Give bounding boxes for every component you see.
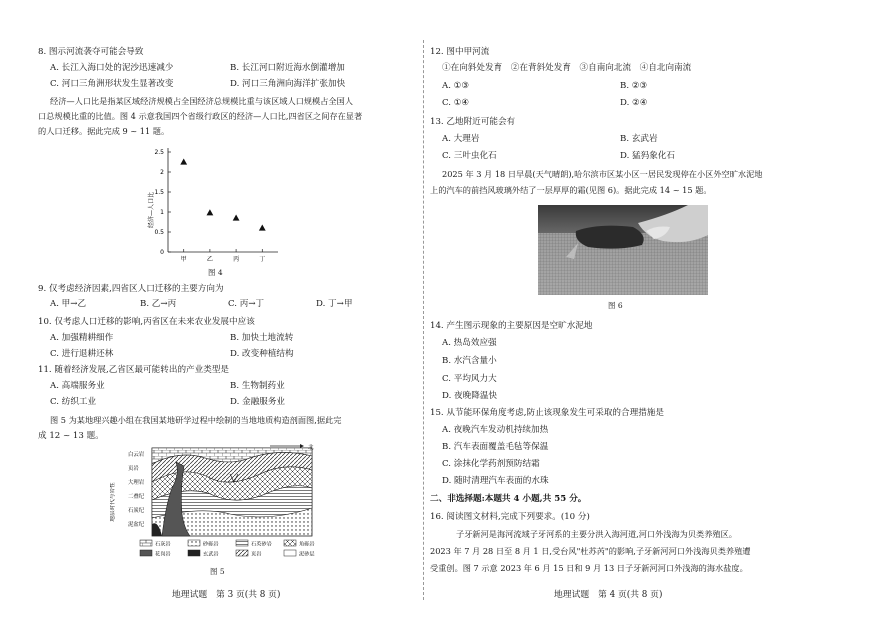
legend-label-5: 花岗岩	[155, 551, 171, 558]
q8-option-b: B. 长江河口附近海水倒灌增加	[230, 63, 345, 73]
q9-option-b: B. 乙→丙	[140, 299, 177, 309]
fig4-ytick-label: 1	[160, 209, 164, 216]
q16-line3: 受重创。图 7 示意 2023 年 6 月 15 日和 9 月 13 日子牙新河河口外浅海的海水盐度。	[430, 563, 748, 573]
intro-9-11-line1: 经济—人口比是指某区域经济规模占全国经济总规模比重与该区域人口规模占全国人	[50, 96, 353, 106]
q12-option-b: B. ②③	[620, 81, 648, 91]
footer-left: 地理试题 第 3 页(共 8 页)	[172, 590, 281, 600]
q10-option-d: D. 改变种植结构	[230, 349, 294, 359]
q11-stem: 11. 随着经济发展,乙省区最可能转出的产业类型是	[38, 365, 230, 375]
q15-option-a: A. 夜晚汽车发动机持续加热	[442, 425, 549, 435]
q12-stem: 12. 图中甲河流	[430, 47, 490, 57]
fig5-caption: 图 5	[210, 567, 225, 576]
intro-12-13-line1: 图 5 为某地理兴趣小组在我国某地研学过程中绘制的当地地质构造剖面图,据此完	[50, 415, 342, 425]
q16-line2: 2023 年 7 月 28 日至 8 月 1 日,受台风"杜苏芮"的影响,子牙新河河口外浅海贝类养殖遭	[430, 546, 751, 556]
fig5-north-label: 北	[308, 445, 314, 451]
fig4-ytick-label: 0	[160, 249, 164, 256]
fig4-xtick-label-1: 甲	[180, 256, 187, 263]
q9-option-d: D. 丁→甲	[316, 299, 353, 309]
q10-option-c: C. 进行退耕还林	[50, 349, 114, 359]
frost-photo-illustration	[538, 205, 708, 295]
fig5-side-label-6: 泥盆纪	[128, 522, 145, 528]
fig4-ytick-label: 2.5	[154, 149, 164, 156]
fig5-side-label-2: 页岩	[128, 466, 139, 472]
fig5-side-label-5: 石炭纪	[128, 508, 145, 514]
intro-9-11-line2: 口总规模比重的比值。图 4 示意我国四个省级行政区的经济—人口比,四省区之间存在显著	[38, 111, 363, 121]
fig4-ylabel: 经济—人口比	[148, 191, 155, 229]
q10-stem: 10. 仅考虑人口迁移的影响,丙省区在未来农业发展中应该	[38, 317, 255, 327]
intro-14-15-line2: 上的汽车的前挡风玻璃外结了一层厚厚的霜(见图 6)。据此完成 14 ~ 15 题。	[430, 185, 712, 195]
legend-label-1: 石灰岩	[155, 541, 171, 548]
section-2-heading: 二、非选择题:本题共 4 小题,共 55 分。	[430, 494, 587, 504]
q10-option-a: A. 加强精耕细作	[50, 333, 114, 343]
q16-line1: 子牙新河是海河流域子牙河系的主要分洪入海河道,河口外浅海为贝类养殖区。	[456, 529, 737, 539]
q15-option-b: B. 汽车表面覆盖毛毡等保温	[442, 442, 549, 452]
q11-option-a: A. 高端服务业	[50, 381, 105, 391]
q8-option-a: A. 长江入海口处的泥沙迅速减少	[50, 63, 174, 73]
intro-12-13-line2: 成 12 ~ 13 题。	[38, 431, 104, 441]
q14-option-b: B. 水汽含量小	[442, 356, 497, 366]
intro-9-11-line3: 的人口迁移。据此完成 9 ~ 11 题。	[38, 126, 170, 136]
figure-4-chart	[130, 140, 290, 265]
q13-stem: 13. 乙地附近可能会有	[430, 117, 516, 127]
fig4-xtick-label-2: 乙	[206, 256, 213, 263]
fig5-strata	[152, 448, 312, 536]
right-page	[424, 0, 870, 630]
fig4-point-2	[207, 209, 214, 215]
q13-option-c: C. 三叶虫化石	[442, 151, 497, 161]
fig5-side-label-4: 二叠纪	[128, 494, 145, 500]
fig6-caption: 图 6	[608, 301, 623, 310]
fig5-side-label-3: 大理岩	[128, 480, 145, 486]
q9-option-a: A. 甲→乙	[50, 299, 87, 309]
fig4-ytick-label: 1.5	[154, 189, 164, 196]
q14-option-d: D. 夜晚降温快	[442, 391, 498, 401]
q8-option-d: D. 河口三角洲向海洋扩张加快	[230, 79, 346, 89]
q9-stem: 9. 仅考虑经济因素,四省区人口迁移的主要方向为	[38, 284, 224, 294]
q10-option-b: B. 加快土地流转	[230, 333, 294, 343]
q11-option-b: B. 生物制药业	[230, 381, 285, 391]
legend-label-6: 玄武岩	[203, 551, 219, 558]
q14-option-a: A. 热岛效应强	[442, 338, 497, 348]
fig4-xtick-label-3: 丙	[233, 256, 240, 263]
legend-label-4: 角砾岩	[299, 541, 315, 548]
fig4-ytick-label: 2	[160, 169, 164, 176]
footer-right: 地理试题 第 4 页(共 8 页)	[554, 590, 663, 600]
legend-label-8: 泥砂层	[299, 551, 315, 558]
fig5-vertical-label: 地层时代与岩性	[110, 482, 116, 522]
q14-stem: 14. 产生图示现象的主要原因是空旷水泥地	[430, 321, 593, 331]
q12-option-c: C. ①④	[442, 98, 470, 108]
q13-option-a: A. 大理岩	[442, 134, 480, 144]
q15-stem: 15. 从节能环保角度考虑,防止该现象发生可采取的合理措施是	[430, 408, 664, 418]
q9-option-c: C. 丙→丁	[228, 299, 265, 309]
q11-option-d: D. 金融服务业	[230, 397, 286, 407]
q14-option-c: C. 平均风力大	[442, 374, 497, 384]
q12-option-a: A. ①③	[442, 81, 470, 91]
q8-option-c: C. 河口三角洲形状发生显著改变	[50, 79, 174, 89]
left-page	[0, 0, 424, 630]
q12-option-d: D. ②④	[620, 98, 648, 108]
legend-label-7: 页岩	[251, 551, 262, 558]
q13-option-d: D. 猛犸象化石	[620, 151, 676, 161]
q12-items: ①在向斜处发育 ②在背斜处发育 ③自南向北流 ④自北向南流	[442, 63, 692, 73]
q8-stem: 8. 图示河流袭夺可能会导致	[38, 47, 144, 57]
fig4-xtick-label-4: 丁	[259, 256, 266, 263]
legend-label-3: 石英砂岩	[251, 541, 272, 548]
legend-label-2: 砂砾岩	[203, 541, 219, 548]
figure-5-cross-section	[110, 444, 340, 564]
fig5-side-label-1: 白云岩	[128, 452, 145, 458]
fig4-caption: 图 4	[208, 268, 223, 277]
q15-option-c: C. 涂抹化学药剂预防结霜	[442, 459, 540, 469]
q15-option-d: D. 随时清理汽车表面的水珠	[442, 476, 549, 486]
q13-option-b: B. 玄武岩	[620, 134, 658, 144]
figure-6-frost-photo	[538, 205, 708, 295]
fig5-north-arrowhead	[300, 444, 304, 448]
fig5-legend	[140, 540, 315, 558]
q16-stem: 16. 阅读图文材料,完成下列要求。(10 分)	[430, 512, 590, 522]
fig4-marks	[180, 159, 265, 231]
fig4-point-3	[233, 215, 240, 221]
fig4-point-1	[180, 159, 187, 165]
q11-option-c: C. 纺织工业	[50, 397, 97, 407]
fig4-axes	[154, 148, 278, 263]
fig4-point-4	[259, 225, 266, 231]
intro-14-15-line1: 2025 年 3 月 18 日早晨(天气晴朗),哈尔滨市区某小区一居民发现停在小区外空旷水泥地	[442, 169, 763, 179]
fig4-ytick-label: 0.5	[154, 229, 164, 236]
